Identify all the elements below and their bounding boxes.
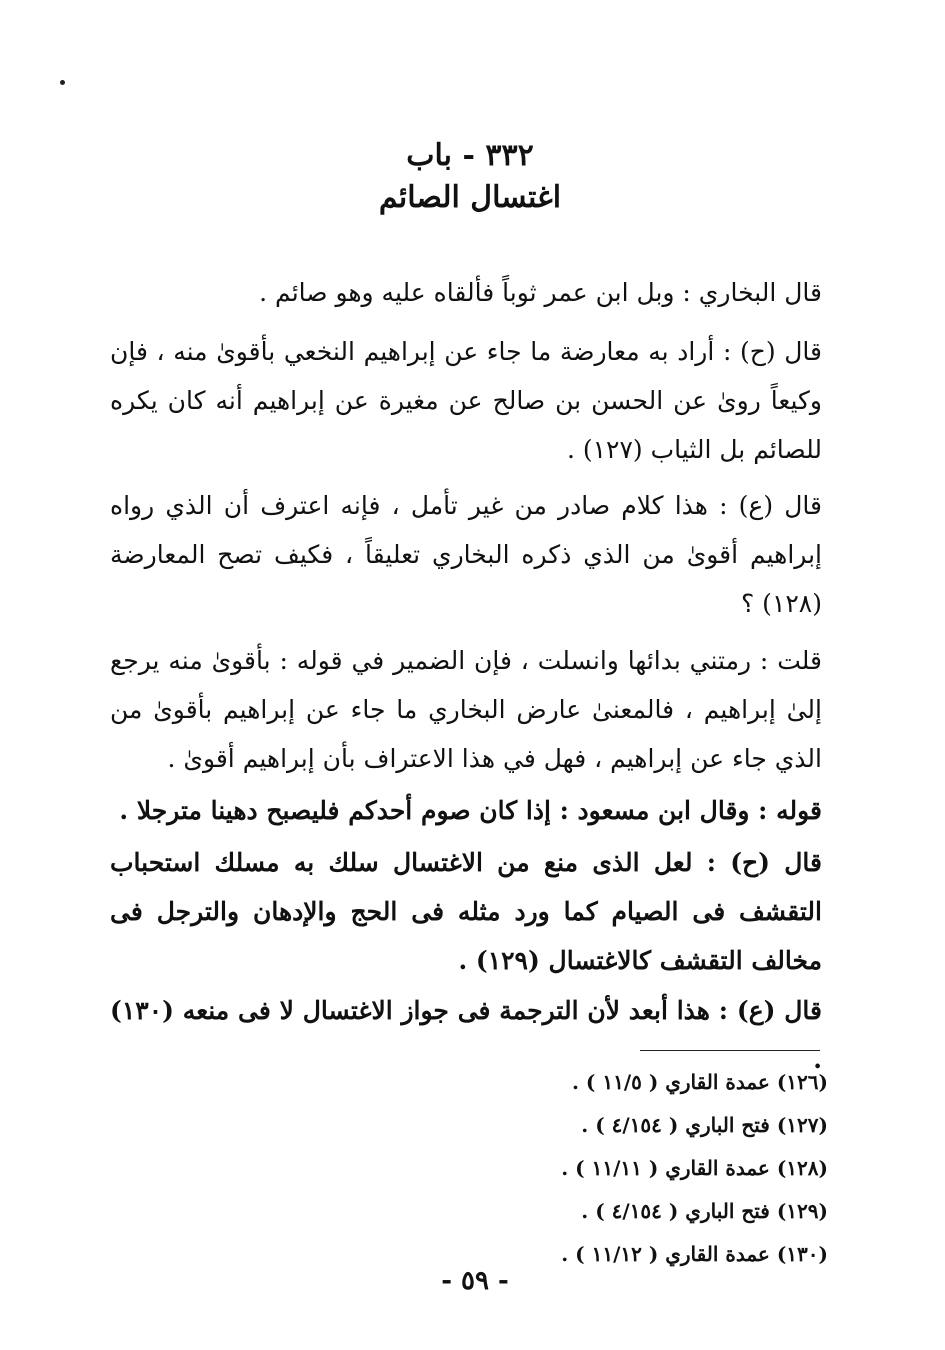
footnote-divider xyxy=(640,1050,820,1051)
paragraph-ibn-masud-quote: قوله : وقال ابن مسعود : إذا كان صوم أحدكم فليصبح دهينا مترجلا . xyxy=(119,796,822,825)
footnote-item: (١٢٧) فتح الباري ( ٤/١٥٤ ) . xyxy=(581,1113,828,1137)
print-speck xyxy=(60,80,65,85)
paragraph-hafiz-comment: قال (ح) : أراد به معارضة ما جاء عن إبراهيم النخعي بأقوىٰ منه ، فإن وكيعاً روىٰ عن الحسن بن صالح عن مغيرة عن إبراهيم أنه كان يكره للصائم بل الثياب (١٢٧) . xyxy=(110,337,822,464)
paragraph-hafiz-comment-2: قال (ح) : لعل الذى منع من الاغتسال سلك به مسلك استحباب التقشف فى الصيام كما ورد مثله فى الحج والإدهان والترجل فى مخالف التقشف كالاغتسال (١٢٩) . xyxy=(110,848,822,975)
footnote-item: (١٢٩) فتح الباري ( ٤/١٥٤ ) . xyxy=(581,1199,828,1223)
page-number: - ٥٩ - xyxy=(441,1266,509,1296)
chapter-number: ٣٣٢ - باب xyxy=(406,138,534,173)
footnotes-list xyxy=(440,1061,828,1276)
footnote-item: (١٢٦) عمدة القاري ( ١١/٥ ) . xyxy=(571,1070,828,1094)
paragraph-ayni-reply: قال (ع) : هذا أبعد لأن الترجمة فى جواز الاغتسال لا فى منعه (١٣٠) . xyxy=(110,996,822,1074)
paragraph-response: قلت : رمتني بدائها وانسلت ، فإن الضمير في قوله : بأقوىٰ منه يرجع إلىٰ إبراهيم ، فالمعنىٰ عارض البخاري ما جاء عن إبراهيم بأقوىٰ من الذي جاء عن إبراهيم ، فهل في هذا الاعتراف بأن إبراهيم أقوىٰ . xyxy=(110,646,822,773)
footnote-item: (١٣٠) عمدة القاري ( ١١/١٢ ) . xyxy=(561,1242,828,1266)
chapter-title: اغتسال الصائم xyxy=(378,180,562,215)
paragraph-bukhari-quote: قال البخاري : وبل ابن عمر ثوباً فألقاه عليه وهو صائم . xyxy=(259,278,822,307)
paragraph-ayni-objection: قال (ع) : هذا كلام صادر من غير تأمل ، فإنه اعترف أن الذي رواه إبراهيم أقوىٰ من الذي ذكره البخاري تعليقاً ، فكيف تصح المعارضة (١٢٨) ؟ xyxy=(110,491,822,618)
footnote-item: (١٢٨) عمدة القاري ( ١١/١١ ) . xyxy=(561,1156,828,1180)
